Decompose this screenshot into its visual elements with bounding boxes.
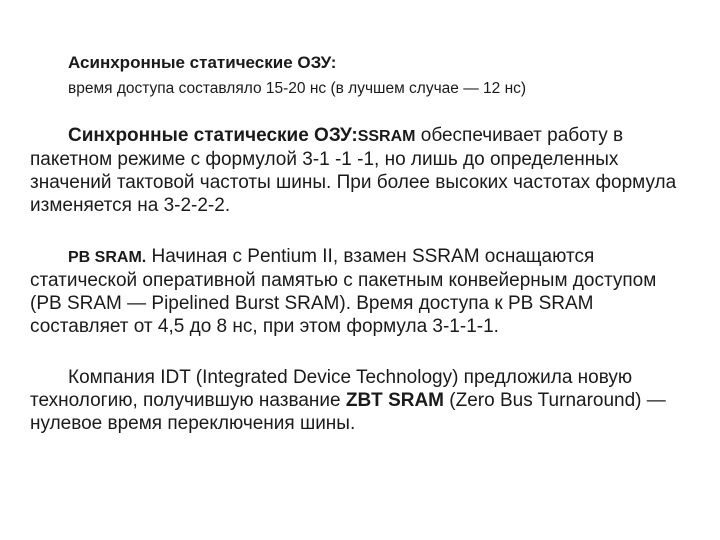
sync-sram-title: Синхронные статические ОЗУ: — [68, 125, 358, 146]
zbt-sram-paragraph — [30, 366, 690, 435]
zbt-sram-term: ZBT SRAM — [345, 390, 445, 411]
sync-sram-paragraph — [30, 124, 690, 217]
pb-sram-text: Начиная с Pentium II, взамен SSRAM оснащаются статической оперативной памятью с пакетным конвейерным доступом (PB SRAM — Pipelined Burst SRAM). Время доступа к PB SRAM составляет от 4,5 до 8 нс, при этом формула 3-1-1-1. — [30, 246, 657, 337]
async-sram-access-time: время доступа составляло 15-20 нс (в лучшем случае — 12 нс) — [68, 80, 527, 97]
zbt-text-before: Компания IDT (Integrated Device Technology) предложила новую технологию, получившую название — [30, 367, 633, 411]
zbt-text-after: (Zero Bus Turnaround) — нулевое время переключения шины. — [30, 390, 666, 434]
pb-sram-term: PB SRAM. — [68, 249, 147, 266]
async-sram-title: Асинхронные статические ОЗУ: — [68, 53, 337, 72]
pb-sram-paragraph — [30, 245, 690, 338]
sync-sram-text: обеспечивает работу в пакетном режиме с формулой 3-1 -1 -1, но лишь до определенных значений тактовой частоты шины. При более высоких частотах формула изменяется на 3-2-2-2. — [30, 125, 677, 216]
ssram-term: SSRAM — [357, 128, 416, 145]
